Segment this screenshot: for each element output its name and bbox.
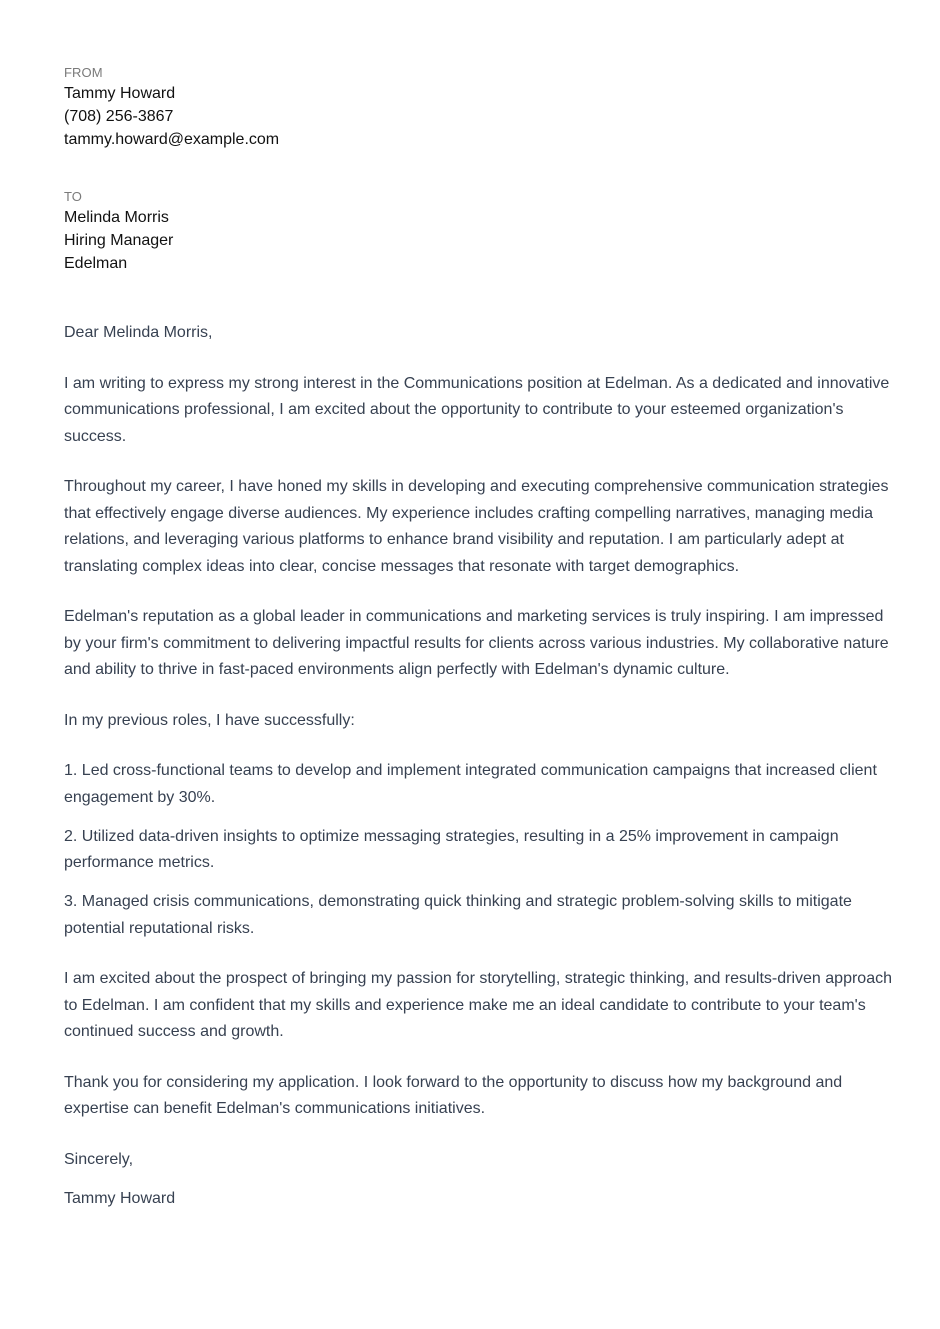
paragraph-prospect: I am excited about the prospect of bringing my passion for storytelling, strategic thinking, and results-driven approach to Edelman. I am confident that my skills and experience make me an ideal candidate to contribute to your team's continued success and growth. [64,970,892,1040]
paragraph-thanks: Thank you for considering my application. I look forward to the opportunity to discuss how my background and expertise can benefit Edelman's communications initiatives. [64,1073,843,1117]
paragraph-experience: Throughout my career, I have honed my skills in developing and executing comprehensive communication strategies that effectively engage diverse audiences. My experience includes crafting compelling narratives, managing media relations, and leveraging various platforms to enhance brand visibility and reputation. I am particularly adept at translating complex ideas into clear, concise messages that resonate with target demographics. [64,478,889,575]
recipient-company: Edelman [64,255,128,272]
paragraph-list-intro: In my previous roles, I have successfully: [64,711,355,729]
recipient-title: Hiring Manager [64,232,174,249]
paragraph-company: Edelman's reputation as a global leader in communications and marketing services is truly inspiring. I am impressed by your firm's commitment to delivering impactful results for clients across various industries. My collaborative nature and ability to thrive in fast-paced environments align perfectly with Edelman's dynamic culture. [64,608,889,678]
sender-name: Tammy Howard [64,85,176,102]
letter-body [64,320,896,1212]
sender-block [64,64,896,151]
from-label: FROM [64,65,103,80]
paragraph-intro: I am writing to express my strong interest in the Communications position at Edelman. As a dedicated and innovative communications professional, I am excited about the opportunity to contribute to your esteemed organization's success. [64,374,890,445]
sender-phone: (708) 256-3867 [64,108,174,125]
to-label: TO [64,189,83,204]
signature: Tammy Howard [64,1189,176,1207]
achievement-item: 1. Led cross-functional teams to develop and implement integrated communication campaigns that increased client engagement by 30%. [64,762,877,806]
recipient-block [64,188,896,275]
recipient-name: Melinda Morris [64,209,169,226]
sender-email: tammy.howard@example.com [64,131,280,148]
achievement-item: 3. Managed crisis communications, demonstrating quick thinking and strategic problem-solving skills to mitigate potential reputational risks. [64,893,852,937]
achievement-item: 2. Utilized data-driven insights to optimize messaging strategies, resulting in a 25% improvement in campaign performance metrics. [64,827,839,871]
cover-letter [64,64,896,1212]
closing: Sincerely, [64,1150,134,1168]
salutation: Dear Melinda Morris, [64,324,213,341]
achievements-list [64,758,896,942]
